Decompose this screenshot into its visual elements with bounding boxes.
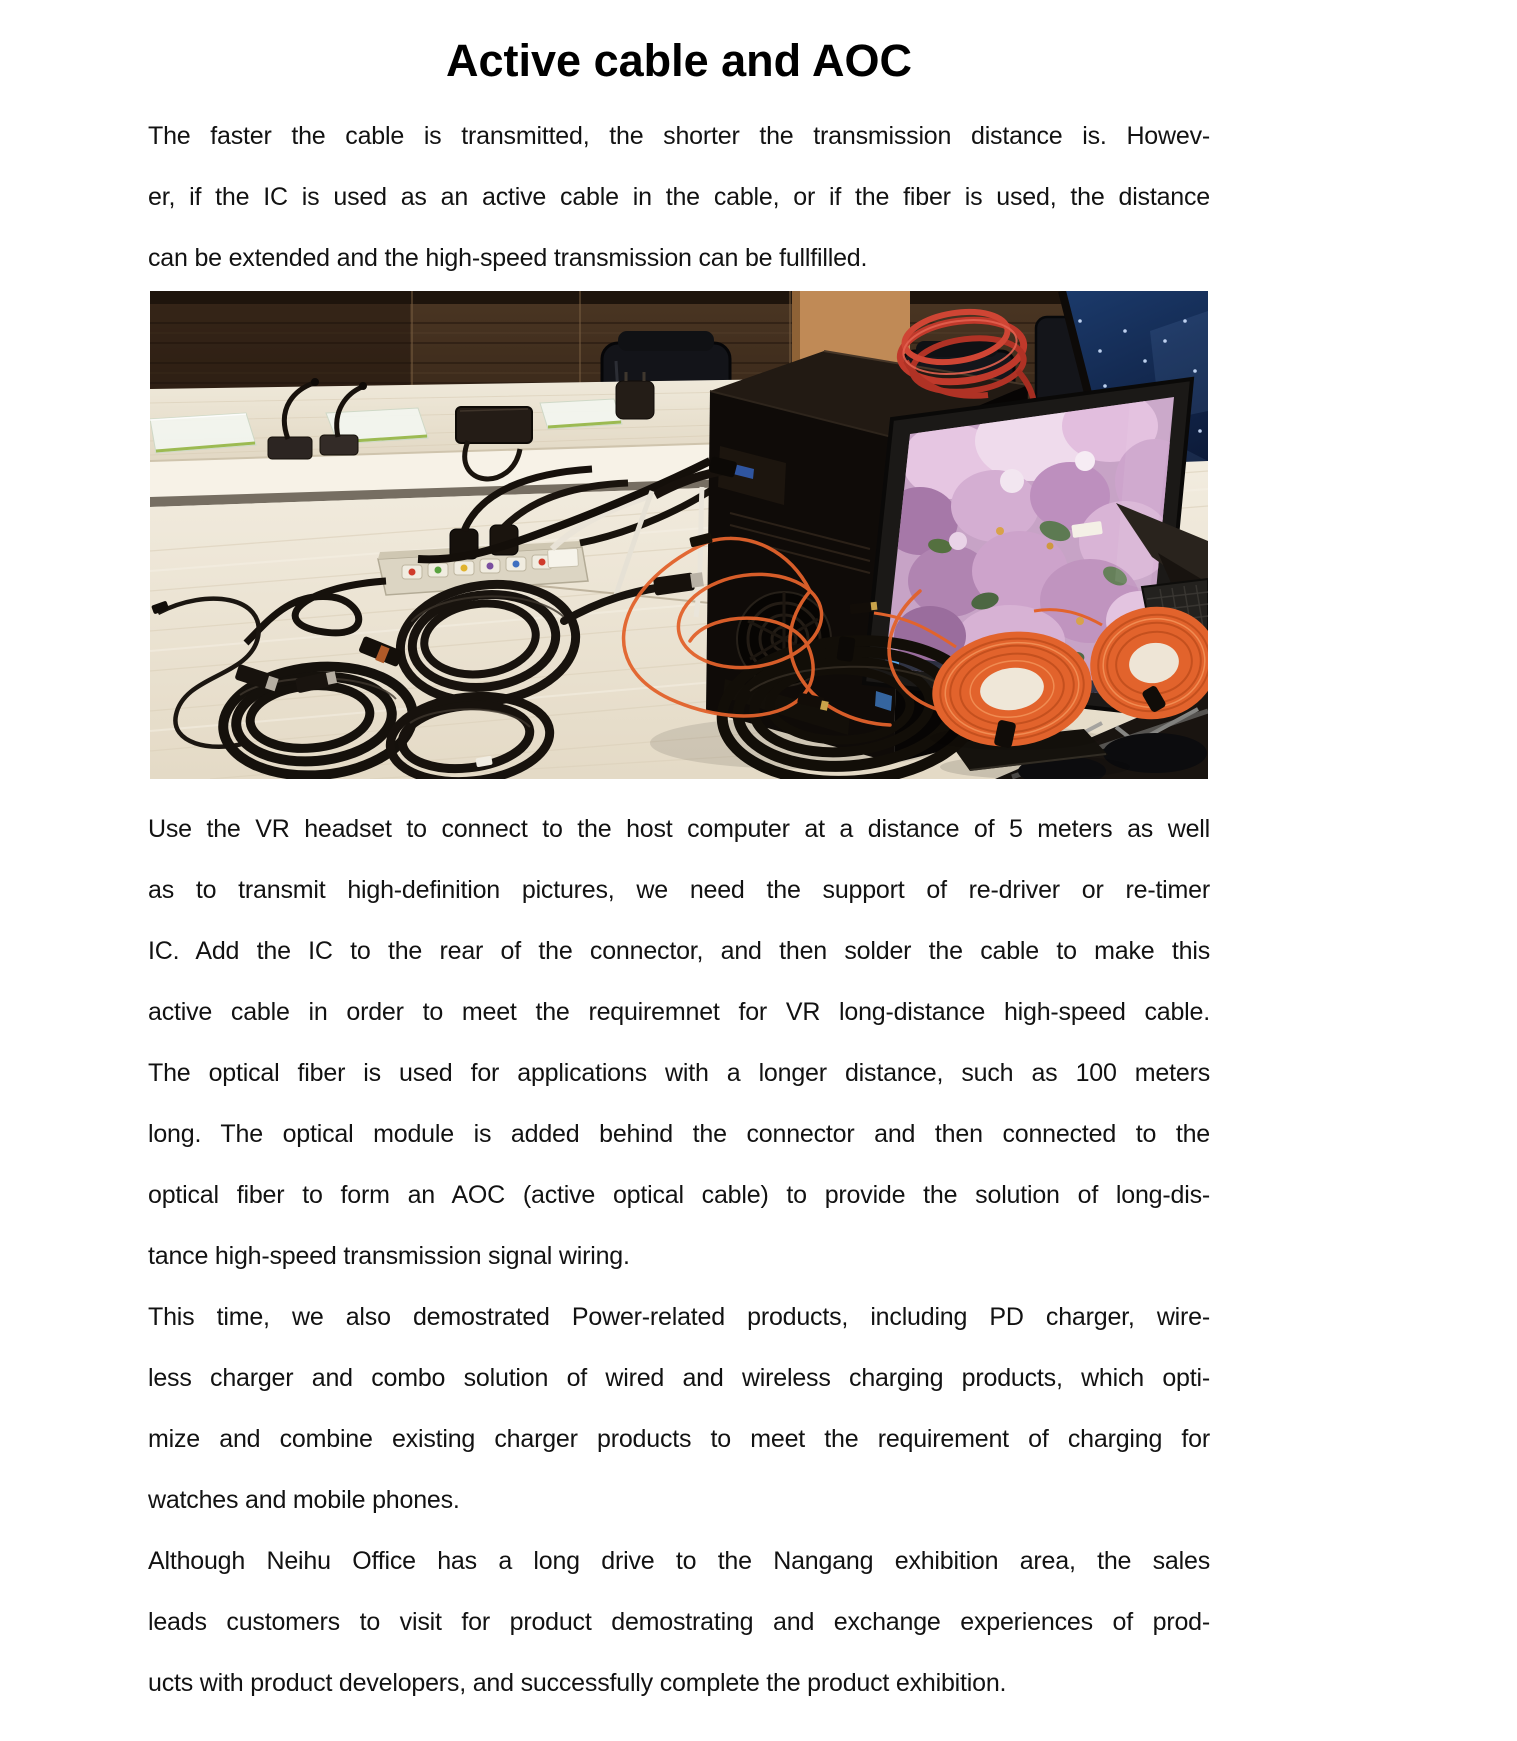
text-line: less charger and combo solution of wired and wireless charging products, which opti-	[148, 1364, 1210, 1392]
text-line: ucts with product developers, and successfully complete the product exhibition.	[148, 1669, 1007, 1697]
text-line: tance high-speed transmission signal wiring.	[148, 1242, 630, 1270]
paragraph-power-products	[148, 1287, 1210, 1531]
text-line: mize and combine existing charger products to meet the requirement of charging for	[148, 1425, 1210, 1453]
intro-paragraph	[148, 106, 1210, 289]
text-line: leads customers to visit for product demostrating and exchange experiences of prod-	[148, 1608, 1210, 1636]
content-column	[148, 0, 1210, 1714]
photo-figure	[150, 291, 1208, 779]
text-line: as to transmit high-definition pictures, we need the support of re-driver or re-timer	[148, 876, 1210, 904]
acrylic-pad-3	[540, 399, 622, 429]
text-line: long. The optical module is added behind the connector and then connected to the	[148, 1120, 1210, 1148]
text-line: optical fiber to form an AOC (active optical cable) to provide the solution of long-dis-	[148, 1181, 1210, 1209]
text-line: Use the VR headset to connect to the host computer at a distance of 5 meters as well	[148, 815, 1210, 843]
text-line: er, if the IC is used as an active cable in the cable, or if the fiber is used, the distance	[148, 183, 1210, 211]
text-line: The optical fiber is used for applications with a longer distance, such as 100 meters	[148, 1059, 1210, 1087]
text-line: active cable in order to meet the requiremnet for VR long-distance high-speed cable.	[148, 998, 1210, 1026]
page-title: Active cable and AOC	[446, 35, 912, 86]
text-line: Although Neihu Office has a long drive to the Nangang exhibition area, the sales	[148, 1547, 1210, 1575]
body-text	[148, 799, 1210, 1714]
paragraph-exhibition	[148, 1531, 1210, 1714]
conference-room-photo	[150, 291, 1208, 779]
paragraph-aoc	[148, 799, 1210, 1287]
text-line: This time, we also demostrated Power-related products, including PD charger, wire-	[148, 1303, 1210, 1331]
text-line: can be extended and the high-speed transmission can be fullfilled.	[148, 244, 868, 272]
text-line: The faster the cable is transmitted, the shorter the transmission distance is. Howev-	[148, 122, 1210, 150]
text-line: watches and mobile phones.	[148, 1486, 460, 1514]
text-line: IC. Add the IC to the rear of the connector, and then solder the cable to make this	[148, 937, 1210, 965]
